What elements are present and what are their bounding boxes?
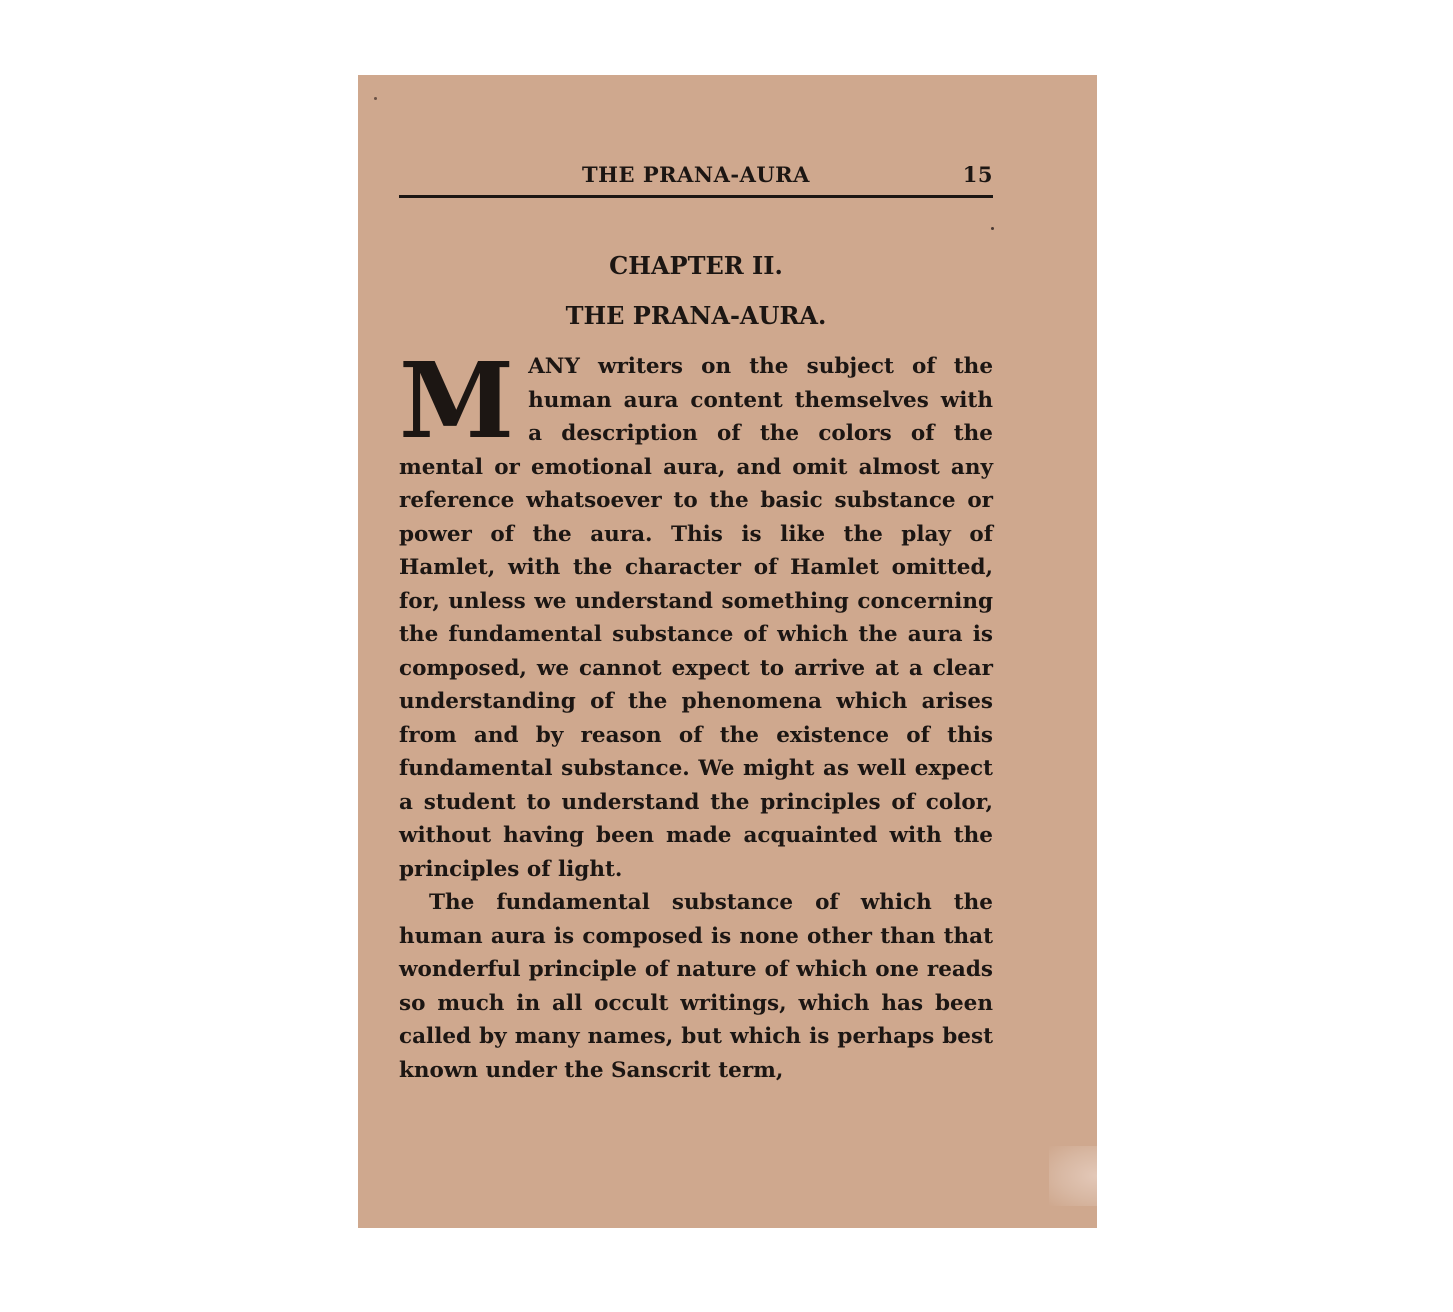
paper-speck <box>374 97 377 100</box>
paragraph-2: The fundamental substance of which the human aura is composed is none other than that wonderful principle of nature of which one reads so much in all occult writings, which has been called by many names, but which is perhaps best known under the Sanscrit term, <box>399 890 993 1083</box>
page-number: 15 <box>962 162 993 187</box>
drop-cap: M <box>399 339 515 462</box>
book-page <box>358 75 1097 1228</box>
running-head <box>399 161 993 198</box>
body-text <box>399 339 993 1087</box>
chapter-number: CHAPTER II. <box>609 251 783 280</box>
paragraph-1-text: ANY writers on the subject of the human aura content themselves with a description of the colors of the mental or emotional aura, and omit almost any reference whatsoever to the basic substance or power of the aura. This is like the play of Hamlet, with the character of Hamlet omitted, for, unless we understand something concerning the fundamental substance of which the aura is composed, we cannot expect to arrive at a clear understanding of the phenomena which arises from and by reason of the existence of this fundamental substance. We might as well expect a student to understand the principles of color, without having been made acquainted with the principles of light. <box>399 354 993 882</box>
paper-speck <box>991 227 994 230</box>
paragraph-1 <box>399 339 993 886</box>
chapter-title: THE PRANA-AURA. <box>565 301 827 330</box>
running-title: THE PRANA-AURA <box>582 162 810 187</box>
